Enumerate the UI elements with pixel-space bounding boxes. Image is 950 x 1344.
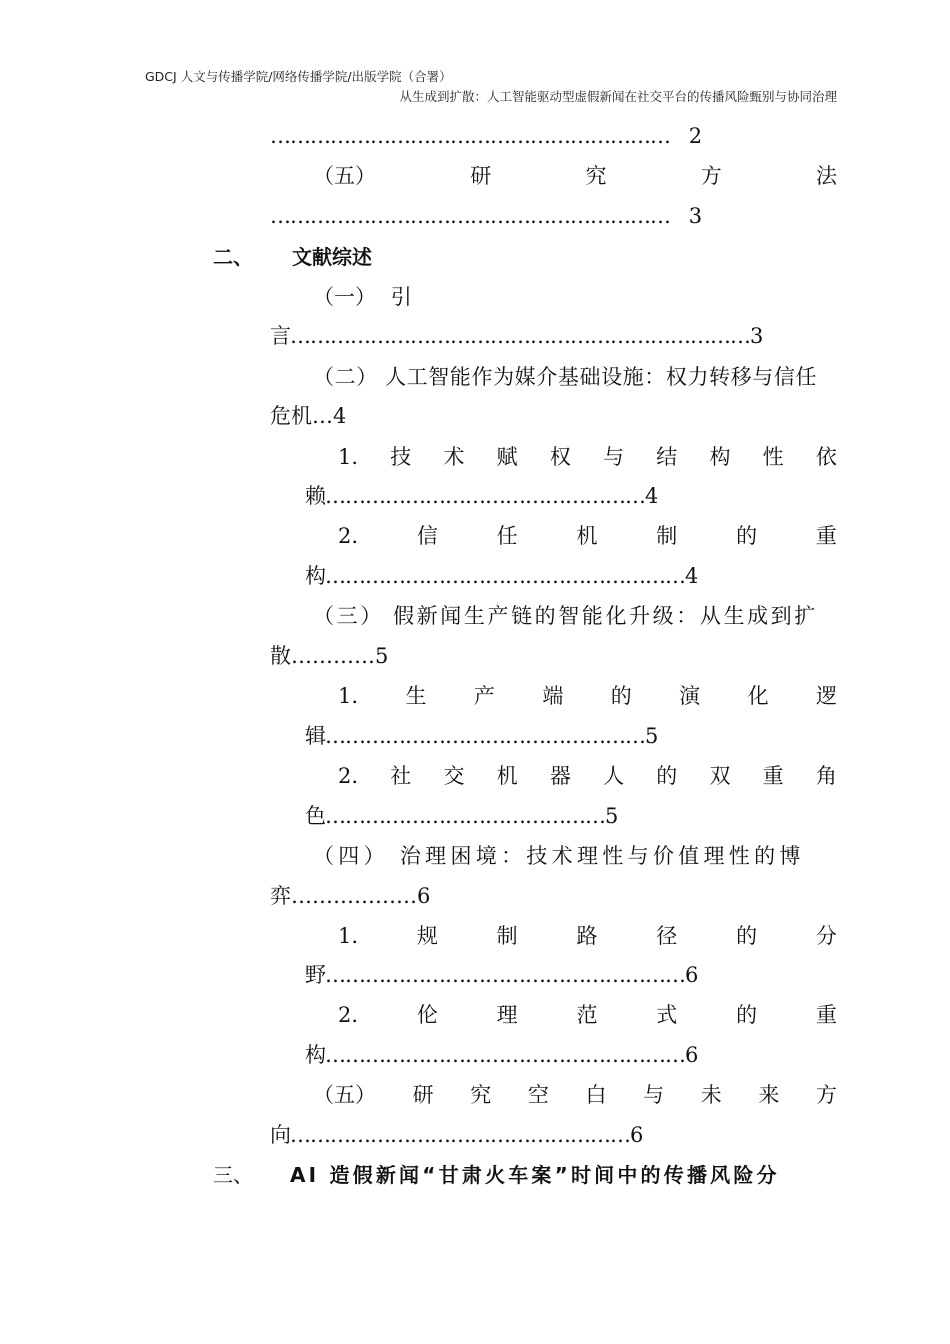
toc-entry-char: 权 (549, 445, 571, 469)
toc-entry-trust-reconstruction[interactable] (338, 522, 837, 550)
toc-entry-prefix: （一） (313, 285, 376, 309)
leader-dots: …………………………………………………… (270, 124, 670, 148)
toc-entry-char: 社 (390, 764, 412, 788)
toc-entry-research-methods[interactable] (313, 162, 837, 190)
toc-entry-char: 机 (576, 524, 598, 548)
toc-entry-number: 1. (338, 924, 359, 948)
toc-entry-number: 2. (338, 524, 359, 548)
toc-entry-char: 方 (816, 1083, 837, 1107)
toc-entry-tech-empowerment-wrap[interactable]: 赖…………………………………………4 (305, 484, 658, 508)
toc-entry-production-logic[interactable] (338, 682, 837, 710)
toc-entry-char: 研 (470, 164, 492, 188)
toc-entry-char: 研 (412, 1083, 434, 1107)
toc-entry-number: 1. (338, 445, 359, 469)
toc-entry-number: 1. (338, 684, 359, 708)
toc-entry-trust-reconstruction-wrap[interactable]: 构………………………………………………4 (305, 564, 698, 588)
toc-entry-regulation-paths-wrap[interactable]: 野………………………………………………6 (305, 963, 698, 987)
toc-entry-char: 信 (416, 524, 438, 548)
chapter-number: 三、 (213, 1163, 253, 1187)
running-header-institution: GDCJ 人文与传播学院/网络传播学院/出版学院（合署） (145, 69, 452, 84)
toc-entry-research-gaps[interactable] (313, 1081, 837, 1109)
toc-entry-number: 2. (338, 1003, 359, 1027)
toc-entry-char: 究 (470, 1083, 492, 1107)
chapter-title: 文献综述 (291, 245, 372, 269)
toc-entry-char: 与 (643, 1083, 665, 1107)
toc-entry-fake-news-chain-wrap[interactable]: 散…………5 (270, 644, 389, 668)
toc-entry-char: 依 (815, 445, 837, 469)
toc-entry-title: 引 (390, 285, 412, 309)
toc-entry-char: 的 (736, 524, 758, 548)
toc-entry-char: 的 (656, 764, 678, 788)
toc-entry-prefix: （五） (313, 164, 376, 188)
header-divider (145, 108, 837, 109)
toc-entry-research-gaps-wrap[interactable]: 向……………………………………………6 (270, 1123, 643, 1147)
toc-entry-char: 器 (549, 764, 571, 788)
toc-entry-char: 未 (700, 1083, 722, 1107)
toc-entry-char: 演 (679, 684, 701, 708)
toc-entry-regulation-paths[interactable] (338, 922, 837, 950)
toc-entry-char: 构 (709, 445, 731, 469)
toc-entry-char: 规 (416, 924, 438, 948)
toc-entry-char: 法 (816, 164, 837, 188)
toc-entry-char: 重 (815, 1003, 837, 1027)
toc-entry-char: 赋 (496, 445, 518, 469)
toc-entry-introduction-wrap[interactable]: 言……………………………………………………………3 (270, 324, 763, 348)
toc-entry-char: 技 (390, 445, 412, 469)
toc-entry-ethics-paradigm[interactable] (338, 1001, 837, 1029)
toc-entry-prefix: （五） (313, 1083, 376, 1107)
toc-entry-char: 分 (815, 924, 837, 948)
toc-entry-ethics-paradigm-wrap[interactable]: 构………………………………………………6 (305, 1043, 698, 1067)
toc-entry-ai-infrastructure-wrap[interactable]: 危机…4 (270, 404, 347, 428)
toc-continuation[interactable] (270, 122, 702, 150)
toc-entry-introduction[interactable] (313, 283, 412, 311)
toc-entry-char: 范 (576, 1003, 598, 1027)
toc-entry-char: 逻 (816, 684, 837, 708)
toc-entry-char: 机 (496, 764, 518, 788)
toc-entry-char: 理 (496, 1003, 518, 1027)
chapter-number: 二、 (213, 245, 253, 269)
toc-chapter-3[interactable] (213, 1161, 780, 1189)
chapter-title: AI 造假新闻“甘肃火车案”时间中的传播风险分 (289, 1163, 780, 1187)
toc-entry-char: 制 (656, 524, 678, 548)
toc-entry-governance-dilemma-wrap[interactable]: 弈………………6 (270, 884, 431, 908)
toc-entry-number: 2. (338, 764, 359, 788)
toc-entry-char: 径 (656, 924, 678, 948)
toc-entry-char: 来 (758, 1083, 780, 1107)
toc-entry-char: 交 (443, 764, 465, 788)
toc-entry-char: 制 (496, 924, 518, 948)
toc-entry-char: 化 (747, 684, 769, 708)
toc-entry-social-bots-wrap[interactable]: 色……………………………………5 (305, 804, 618, 828)
toc-entry-char: 任 (496, 524, 518, 548)
toc-entry-governance-dilemma[interactable]: （四） 治理困境：技术理性与价值理性的博 (313, 844, 805, 868)
toc-entry-char: 的 (736, 1003, 758, 1027)
toc-entry-char: 人 (603, 764, 625, 788)
toc-entry-char: 产 (473, 684, 495, 708)
toc-entry-char: 角 (815, 764, 837, 788)
toc-entry-fake-news-chain[interactable]: （三） 假新闻生产链的智能化升级：从生成到扩 (313, 604, 818, 628)
toc-entry-char: 端 (542, 684, 564, 708)
page-number: 3 (688, 204, 703, 228)
toc-entry-char: 路 (576, 924, 598, 948)
toc-entry-char: 伦 (416, 1003, 438, 1027)
toc-entry-char: 双 (709, 764, 731, 788)
toc-entry-ai-infrastructure[interactable]: （二） 人工智能作为媒介基础设施：权力转移与信任 (313, 365, 818, 389)
toc-entry-char: 性 (762, 445, 784, 469)
toc-entry-char: 空 (527, 1083, 549, 1107)
toc-entry-char: 重 (815, 524, 837, 548)
toc-entry-char: 术 (443, 445, 465, 469)
toc-entry-char: 的 (610, 684, 632, 708)
toc-entry-char: 生 (405, 684, 427, 708)
toc-entry-char: 与 (603, 445, 625, 469)
toc-entry-social-bots[interactable] (338, 762, 837, 790)
toc-entry-tech-empowerment[interactable] (338, 443, 837, 471)
toc-entry-char: 结 (656, 445, 678, 469)
toc-entry-char: 式 (656, 1003, 678, 1027)
toc-chapter-2[interactable] (213, 243, 372, 271)
toc-entry-char: 重 (762, 764, 784, 788)
toc-entry-char: 究 (585, 164, 607, 188)
running-header-title: 从生成到扩散：人工智能驱动型虚假新闻在社交平台的传播风险甄别与协同治理 (399, 89, 837, 104)
page-number: 2 (688, 124, 703, 148)
toc-entry-research-methods-leader[interactable] (270, 202, 702, 230)
leader-dots: …………………………………………………… (270, 204, 670, 228)
toc-entry-char: 方 (700, 164, 722, 188)
toc-entry-char: 的 (736, 924, 758, 948)
toc-entry-char: 白 (585, 1083, 607, 1107)
toc-entry-production-logic-wrap[interactable]: 辑…………………………………………5 (305, 724, 658, 748)
